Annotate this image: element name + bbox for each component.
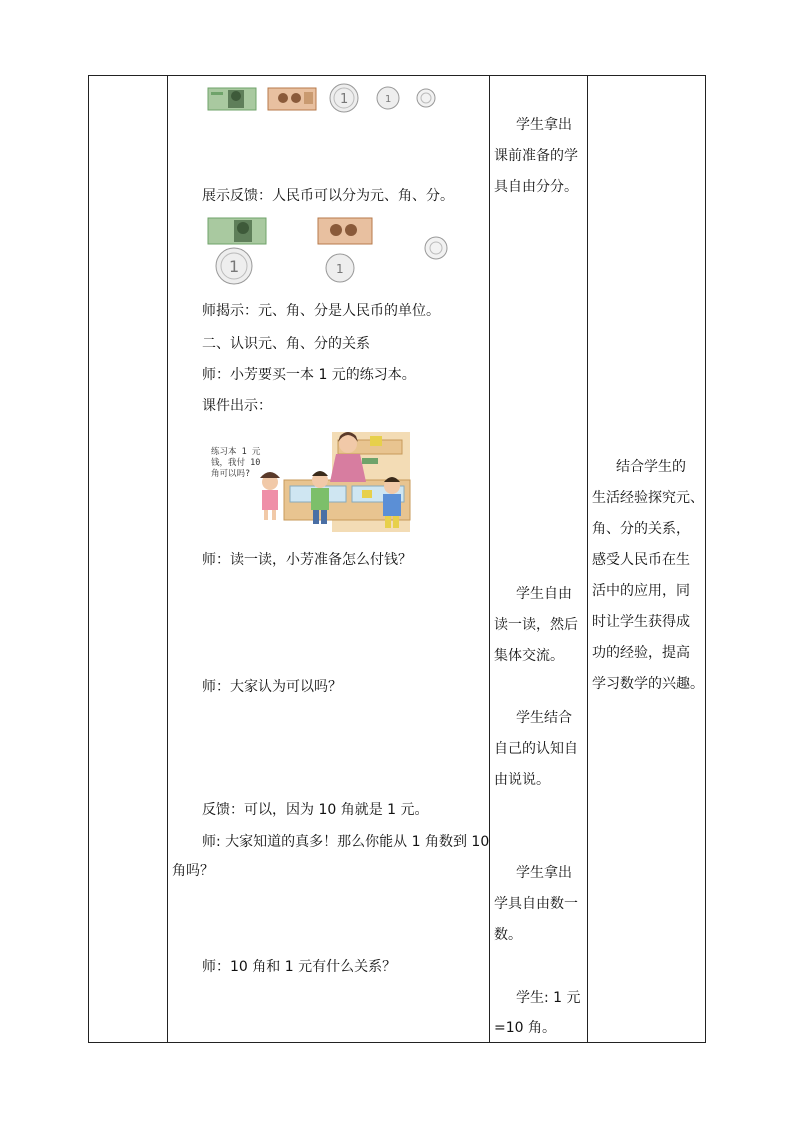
show-feedback-text: 展示反馈：人民币可以分为元、角、分。 [202, 188, 454, 204]
count-question-line1: 师: 大家知道的真多！那么你能从 1 角数到 10 [202, 834, 490, 850]
svg-text:1: 1 [385, 94, 392, 105]
student-activity-3-line3: 由说说。 [494, 772, 550, 788]
student-activity-2-line3: 集体交流。 [494, 648, 564, 664]
feedback-text: 反馈：可以，因为 10 角就是 1 元。 [202, 802, 429, 818]
student-activity-4-line2: 学具自由数一 [494, 896, 578, 912]
coin-jiao-group-icon [326, 254, 354, 282]
student-activity-1-line2: 课前准备的学 [494, 148, 578, 164]
student-activity-2-line1: 学生自由 [516, 586, 572, 602]
column-divider [167, 76, 168, 1042]
banknote-yuan-group-icon [208, 218, 266, 244]
student-activity-5-line1: 学生: 1 元 [516, 990, 581, 1006]
relation-question-text: 师：10 角和 1 元有什么关系？ [202, 959, 397, 975]
banknote-1-jiao-icon [268, 88, 316, 110]
column-divider [587, 76, 588, 1042]
shop-illustration [254, 430, 412, 534]
intent-line4: 感受人民币在生 [592, 552, 690, 568]
svg-text:1: 1 [340, 92, 349, 107]
column-divider [489, 76, 490, 1042]
section-two-heading: 二、认识元、角、分的关系 [202, 336, 370, 352]
intent-line5: 活中的应用，同 [592, 583, 690, 599]
intent-line6: 时让学生获得成 [592, 614, 690, 630]
coin-fen-group-icon [425, 237, 447, 259]
student-activity-3-line2: 自己的认知自 [494, 741, 578, 757]
intent-line7: 功的经验，提高 [592, 645, 690, 661]
banknote-jiao-group-icon [318, 218, 372, 244]
intent-line1: 结合学生的 [616, 459, 686, 475]
coin-1-yuan-icon [330, 84, 358, 112]
student-activity-5-line2: =10 角。 [494, 1020, 556, 1036]
reveal-text: 师揭示：元、角、分是人民币的单位。 [202, 303, 440, 319]
money-image-row [206, 82, 442, 114]
illustration-caption: 练习本 1 元 钱，我付 10 角可以吗? [211, 447, 261, 479]
student-activity-1-line1: 学生拿出 [516, 117, 572, 133]
count-question-line2: 角吗？ [172, 863, 214, 879]
money-grouped-image [206, 216, 456, 286]
coin-1-jiao-icon [377, 87, 399, 109]
student-activity-1-line3: 具自由分分。 [494, 179, 578, 195]
intent-line3: 角、分的关系， [592, 521, 690, 537]
student-activity-4-line1: 学生拿出 [516, 865, 572, 881]
student-activity-2-line2: 读一读，然后 [494, 617, 578, 633]
intent-line8: 学习数学的兴趣。 [592, 676, 704, 692]
intent-line2: 生活经验探究元、 [592, 490, 704, 506]
can-question-text: 师：大家认为可以吗？ [202, 679, 342, 695]
svg-text:1: 1 [229, 257, 240, 276]
student-activity-4-line3: 数。 [494, 927, 522, 943]
svg-text:1: 1 [336, 262, 344, 276]
coin-fen-icon [417, 89, 435, 107]
courseware-text: 课件出示： [202, 398, 272, 414]
banknote-1-yuan-icon [208, 88, 256, 110]
student-activity-3-line1: 学生结合 [516, 710, 572, 726]
read-question-text: 师：读一读，小芳准备怎么付钱？ [202, 552, 412, 568]
coin-yuan-group-icon [216, 248, 252, 284]
teacher-buy-text: 师：小芳要买一本 1 元的练习本。 [202, 367, 416, 383]
